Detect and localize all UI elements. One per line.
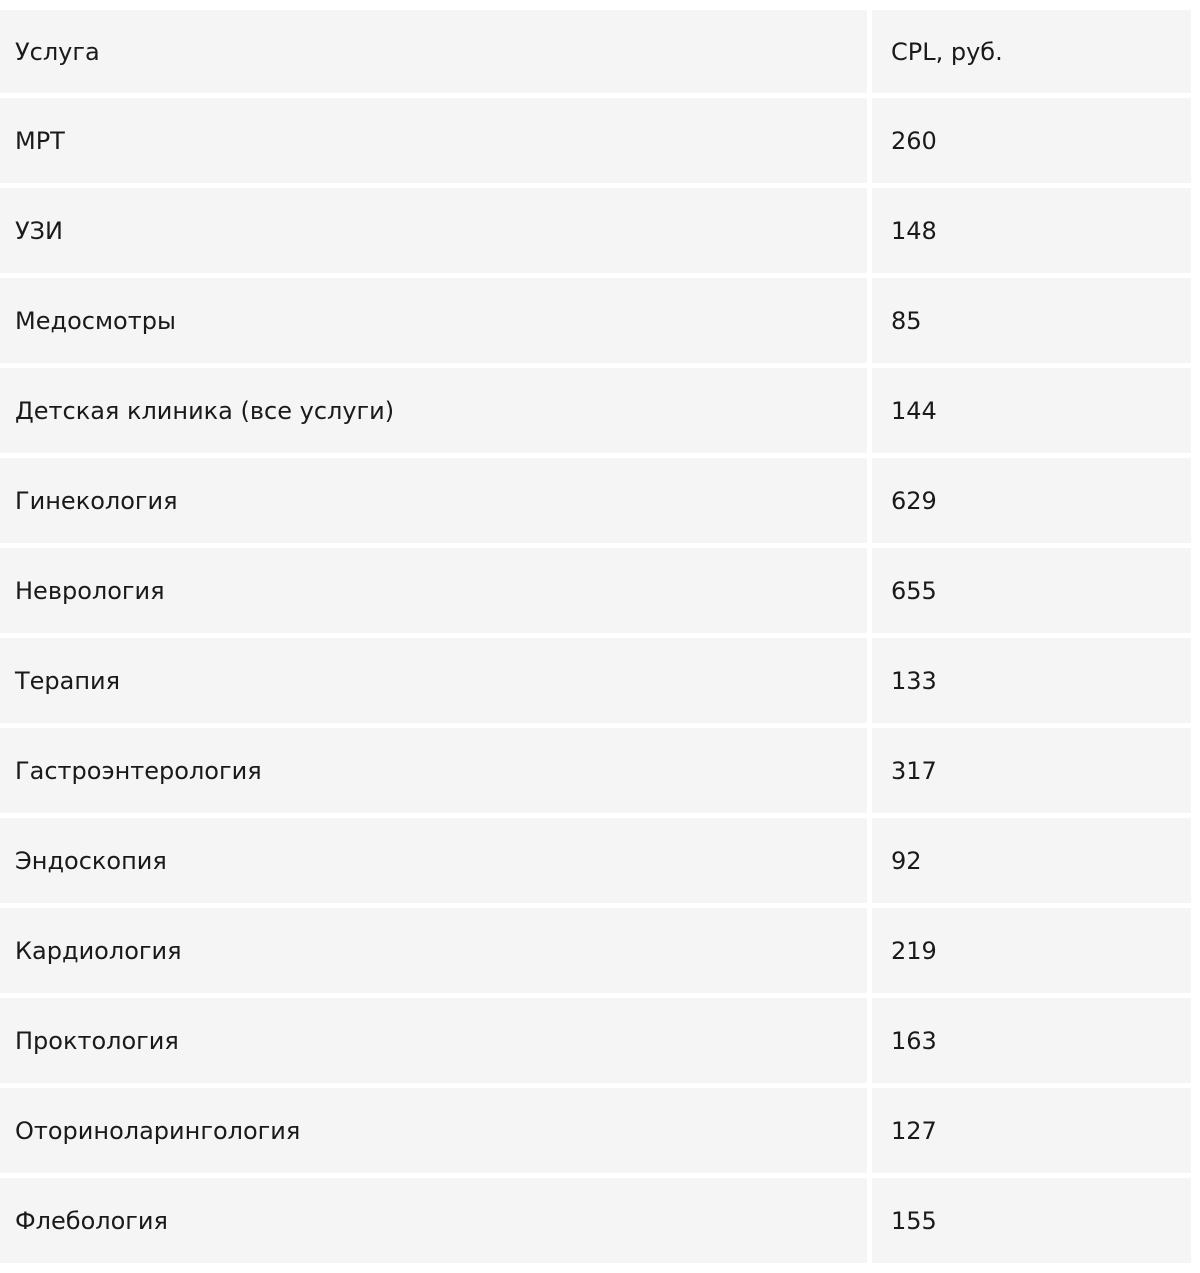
table-row — [0, 548, 1191, 633]
cpl-cell: 163 — [872, 998, 1191, 1083]
table-row — [0, 188, 1191, 273]
table-row — [0, 98, 1191, 183]
table-row — [0, 998, 1191, 1083]
cpl-cell: 155 — [872, 1178, 1191, 1263]
cpl-cell: 260 — [872, 98, 1191, 183]
service-cell: Проктология — [0, 998, 872, 1083]
service-cell: Гинекология — [0, 458, 872, 543]
cpl-cell: 85 — [872, 278, 1191, 363]
service-cell: Оториноларингология — [0, 1088, 872, 1173]
cpl-table — [0, 5, 1191, 1268]
service-cell: Кардиология — [0, 908, 872, 993]
cpl-cell: 655 — [872, 548, 1191, 633]
service-cell: Гастроэнтерология — [0, 728, 872, 813]
table-row — [0, 728, 1191, 813]
service-cell: Медосмотры — [0, 278, 872, 363]
service-cell: Неврология — [0, 548, 872, 633]
cpl-cell: 317 — [872, 728, 1191, 813]
column-header-cpl: CPL, руб. — [872, 10, 1191, 93]
service-cell: МРТ — [0, 98, 872, 183]
table-row — [0, 278, 1191, 363]
service-cell: Детская клиника (все услуги) — [0, 368, 872, 453]
table-row — [0, 818, 1191, 903]
column-header-service: Услуга — [0, 10, 872, 93]
table-row — [0, 638, 1191, 723]
cpl-cell: 92 — [872, 818, 1191, 903]
cpl-cell: 629 — [872, 458, 1191, 543]
table-row — [0, 1088, 1191, 1173]
service-cell: Терапия — [0, 638, 872, 723]
table-row — [0, 458, 1191, 543]
cpl-cell: 148 — [872, 188, 1191, 273]
service-cell: Эндоскопия — [0, 818, 872, 903]
table-row — [0, 368, 1191, 453]
table-row — [0, 908, 1191, 993]
table-header-row — [0, 10, 1191, 93]
cpl-cell: 219 — [872, 908, 1191, 993]
cpl-cell: 133 — [872, 638, 1191, 723]
service-cell: Флебология — [0, 1178, 872, 1263]
cpl-cell: 144 — [872, 368, 1191, 453]
service-cell: УЗИ — [0, 188, 872, 273]
cpl-cell: 127 — [872, 1088, 1191, 1173]
table-row — [0, 1178, 1191, 1263]
